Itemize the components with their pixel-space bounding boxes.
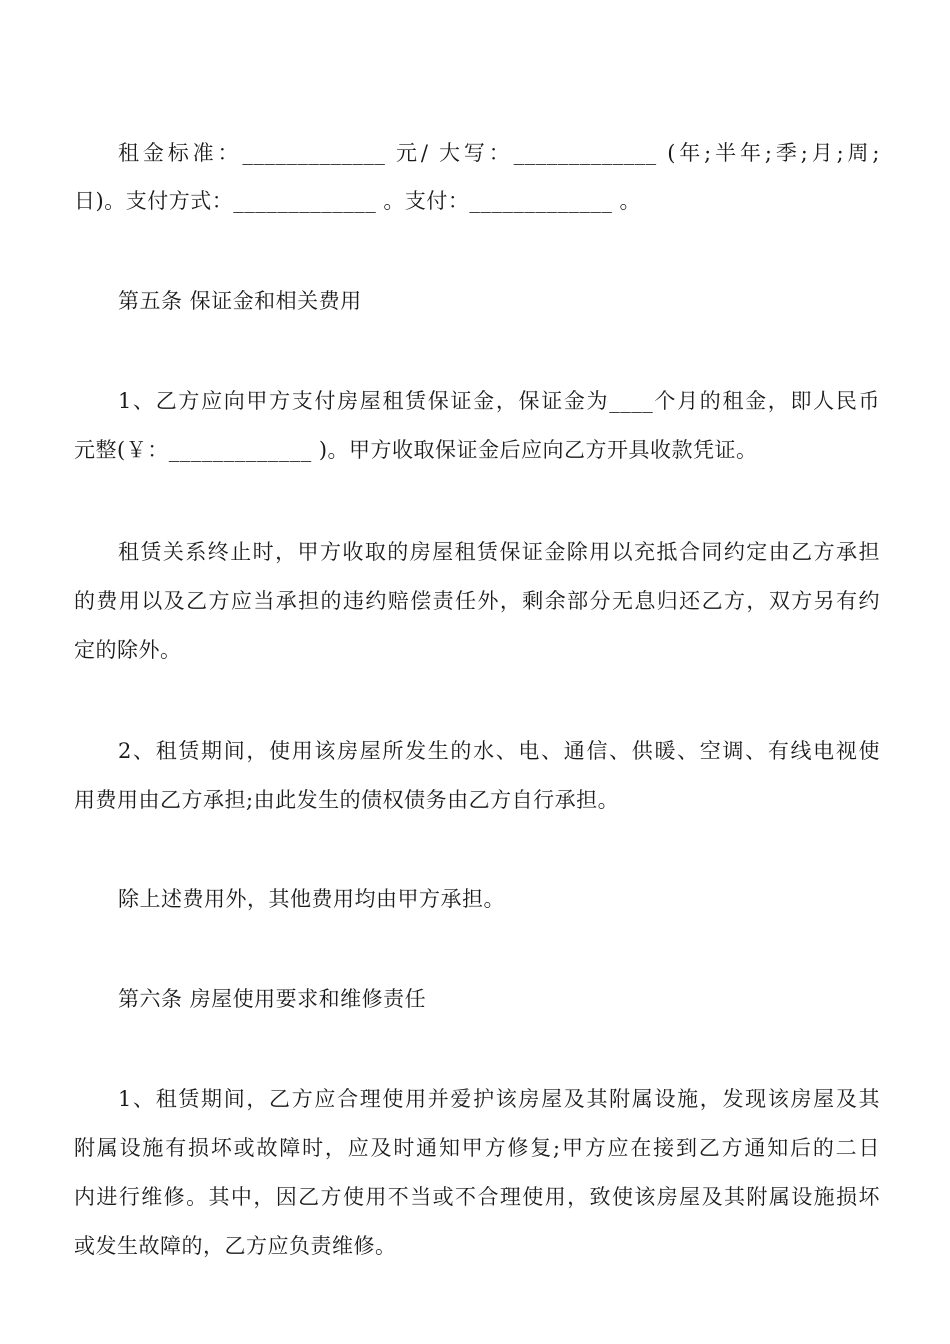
article5-item2-line1: 2、租赁期间，使用该房屋所发生的水、电、通信、供暖、空调、有线电视使: [118, 739, 880, 763]
payment-method-line: 日)。支付方式：_____________ 。支付：_____________ 。: [74, 189, 642, 213]
other-fees-para: 除上述费用外，其他费用均由甲方承担。: [118, 887, 505, 911]
article6-item1-line4: 或发生故障的，乙方应负责维修。: [74, 1234, 397, 1258]
article5-heading: 第五条 保证金和相关费用: [118, 289, 362, 313]
article5-item1-line2: 元整(￥：_____________ )。甲方收取保证金后应向乙方开具收款凭证。: [74, 438, 758, 462]
termination-para-line2: 的费用以及乙方应当承担的违约赔偿责任外，剩余部分无息归还乙方，双方另有约: [74, 589, 880, 613]
termination-para-line1: 租赁关系终止时，甲方收取的房屋租赁保证金除用以充抵合同约定由乙方承担: [118, 540, 880, 564]
article5-item2-line2: 用费用由乙方承担;由此发生的债权债务由乙方自行承担。: [74, 788, 620, 812]
article5-item1-line1: 1、乙方应向甲方支付房屋租赁保证金，保证金为____个月的租金，即人民币: [118, 389, 880, 413]
rent-standard-line: 租金标准：_____________ 元/ 大写：_____________ (年;半年;季;月;周;: [118, 141, 880, 165]
article6-item1-line3: 内进行维修。其中，因乙方使用不当或不合理使用，致使该房屋及其附属设施损坏: [74, 1185, 880, 1209]
article6-item1-line1: 1、租赁期间，乙方应合理使用并爱护该房屋及其附属设施，发现该房屋及其: [118, 1087, 880, 1111]
article6-heading: 第六条 房屋使用要求和维修责任: [118, 987, 427, 1011]
article6-item1-line2: 附属设施有损坏或故障时，应及时通知甲方修复;甲方应在接到乙方通知后的二日: [74, 1136, 880, 1160]
termination-para-line3: 定的除外。: [74, 638, 182, 662]
